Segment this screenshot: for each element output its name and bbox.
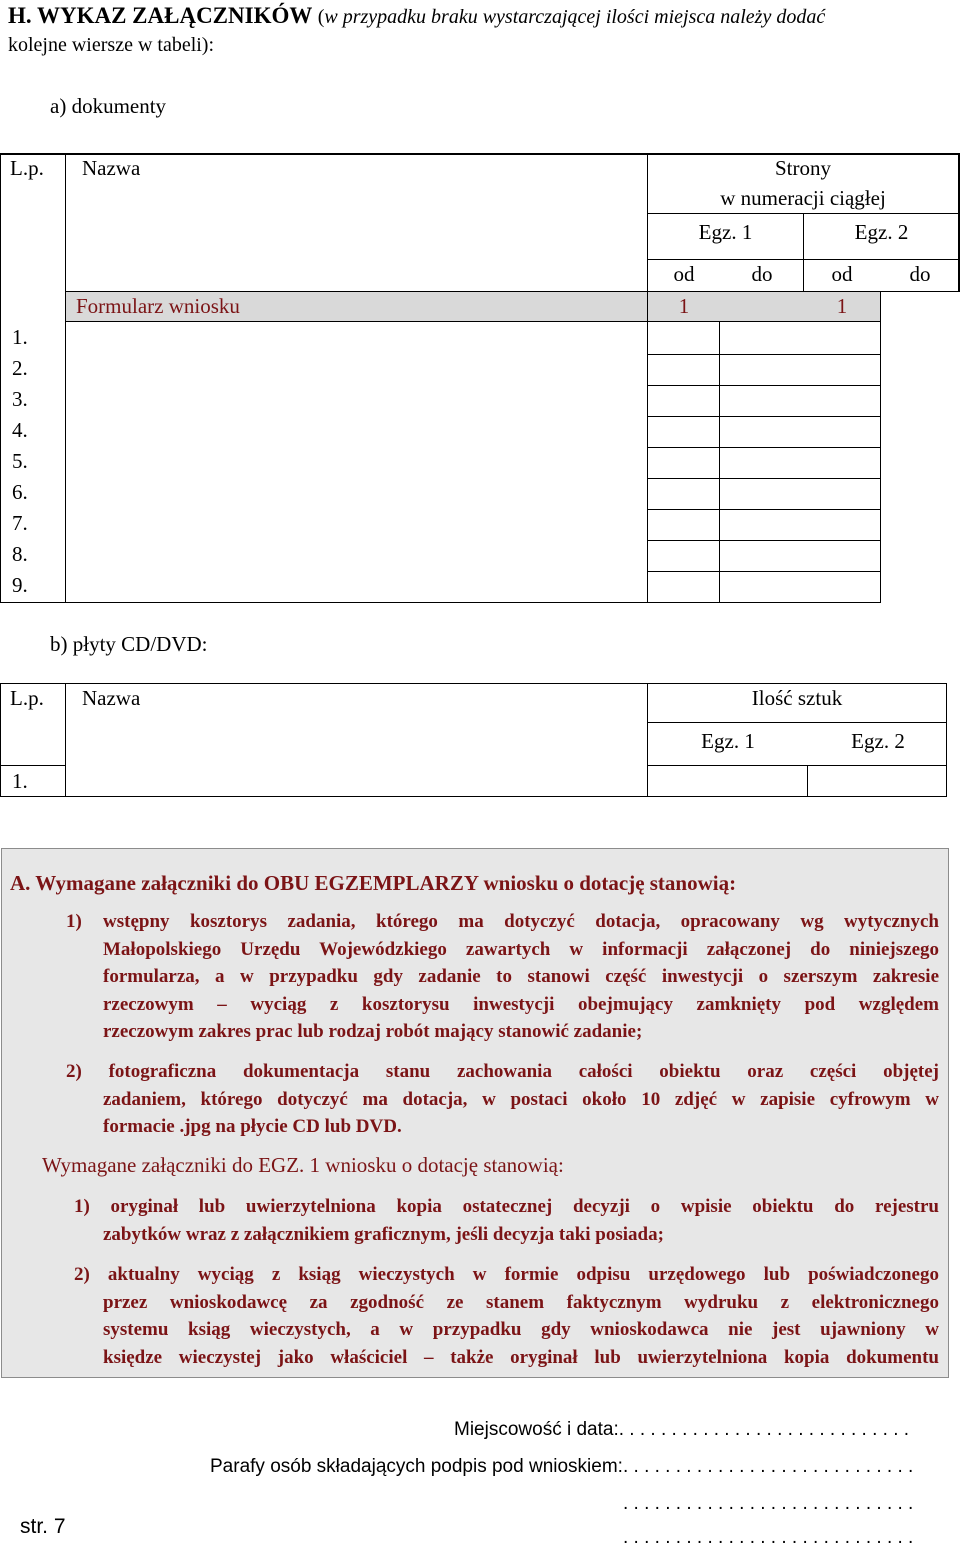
table-row: 1. [12, 769, 28, 793]
table-row: 6. [12, 480, 28, 504]
egz1-requirements-heading: Wymagane załączniki do EGZ. 1 wniosku o dotację stanowią: [42, 1153, 564, 1177]
first-row-egz2-od: 1 [836, 294, 848, 318]
table-row: 2. [12, 356, 28, 380]
first-row-name: Formularz wniosku [76, 294, 240, 318]
documents-label: a) dokumenty [50, 94, 167, 118]
egz1-item1-text: 1) oryginał lub uwierzytelniona kopia ostatecznej decyzji o wpisie obiektu do rejestru zabytków wraz z załącznikiem graficznym, jeśli decyzja taki posiada; [74, 1196, 939, 1245]
egz2-do-header: do [909, 262, 931, 286]
discs-col-lp-header: L.p. [10, 686, 44, 710]
initials-field: Parafy osób składających podpis pod wnioskiem:. . . . . . . . . . . . . . . . . . . . . . . . . . . . [210, 1456, 914, 1477]
item1-text: wstępny kosztorys zadania, którego ma dotyczyć dotacja, opracowany wg wytycznych Małopolskiego Urzędu Wojewódzkiego zawartych w informacji załączonej do niniejszego formularza, a w przypadku gdy zadanie to stanowi część inwestycji o szerszym zakresie rzeczowym – wyciąg z kosztorysu inwestycji obejmujący zamknięty pod względem rzeczowym zakres prac lub rodzaj robót mający stanowić zadanie; [103, 911, 939, 1042]
place-date-field: Miejscowość i data:. . . . . . . . . . . . . . . . . . . . . . . . . . . . [454, 1419, 910, 1440]
egz2-od-header: od [831, 262, 853, 286]
col-lp-header: L.p. [10, 156, 44, 180]
section-title: H. WYKAZ ZAŁĄCZNIKÓW (w przypadku braku wystarczającej ilości miejsca należy dodać [8, 3, 826, 28]
section-title-continued: kolejne wiersze w tabeli): [8, 34, 215, 56]
egz1-item2-text: 2) aktualny wyciąg z ksiąg wieczystych w formie odpisu urzędowego lub poświadczonego przez wnioskodawcę za zgodność ze stanem faktycznym wydruku z elektronicznego systemu ksiąg wieczystych, a w przypadku gdy wnioskodawca nie jest ujawniony w księdze wieczystej jako właściciel – także oryginał lub uwierzytelniona kopia dokumentu [74, 1264, 939, 1368]
col-strony-header: Strony [774, 156, 831, 180]
table-row: 8. [12, 542, 28, 566]
requirements-heading: A. Wymagane załączniki do OBU EGZEMPLARZY wniosku o dotację stanowią: [10, 871, 737, 895]
egz1-od-header: od [673, 262, 695, 286]
page-number: str. 7 [20, 1515, 66, 1538]
discs-col-ilosc-header: Ilość sztuk [751, 686, 843, 710]
item2-text: 2) fotograficzna dokumentacja stanu zachowania całości obiektu oraz części objętej zadaniem, którego dotyczyć ma dotacja, w postaci około 10 zdjęć w zapisie cyfrowym w formacie .jpg na płycie CD lub DVD. [66, 1061, 939, 1137]
table-row: 4. [12, 418, 28, 442]
discs-col-nazwa-header: Nazwa [82, 686, 141, 710]
egz1-header: Egz. 1 [698, 220, 753, 244]
col-nazwa-header: Nazwa [82, 156, 141, 180]
discs-egz2-header: Egz. 2 [851, 729, 905, 753]
initials-line-2: . . . . . . . . . . . . . . . . . . . . . . . . . . . . [623, 1493, 914, 1514]
table-row: 7. [12, 511, 28, 535]
table-row: 9. [12, 573, 28, 597]
table-row: 1. [12, 325, 28, 349]
item1-number: 1) [66, 911, 82, 932]
discs-egz1-header: Egz. 1 [701, 729, 755, 753]
discs-label: b) płyty CD/DVD: [50, 632, 208, 656]
table-row: 5. [12, 449, 28, 473]
egz1-do-header: do [751, 262, 773, 286]
table-row: 3. [12, 387, 28, 411]
col-numeracja-header: w numeracji ciągłej [720, 186, 886, 210]
first-row-egz1-od: 1 [678, 294, 690, 318]
initials-line-3: . . . . . . . . . . . . . . . . . . . . . . . . . . . . [623, 1527, 914, 1548]
egz2-header: Egz. 2 [854, 220, 909, 244]
